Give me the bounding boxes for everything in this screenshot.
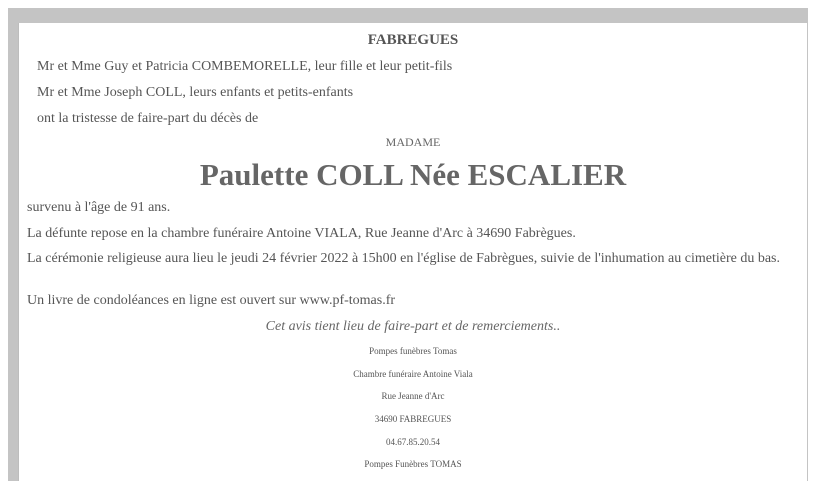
funeral-home-line-3: Rue Jeanne d'Arc xyxy=(381,391,445,401)
repose-paragraph: La défunte repose en la chambre funéraire Antoine VIALA, Rue Jeanne d'Arc à 34690 Fabrègues. xyxy=(27,226,576,241)
family-line-2: Mr et Mme Joseph COLL, leurs enfants et petits-enfants xyxy=(37,85,354,100)
notice-frame xyxy=(8,8,808,481)
announcement-line: ont la tristesse de faire-part du décès de xyxy=(37,111,259,126)
funeral-home-line-4: 34690 FABREGUES xyxy=(374,414,452,424)
funeral-home-line-5: 04.67.85.20.54 xyxy=(386,437,440,447)
ceremony-paragraph: La cérémonie religieuse aura lieu le jeudi 24 février 2022 à 15h00 en l'église de Fabrègues, suivie de l'inhumation au cimetière du bas. xyxy=(27,251,781,266)
closing-note: Cet avis tient lieu de faire-part et de remerciements.. xyxy=(265,319,561,334)
title-madame: MADAME xyxy=(385,135,441,149)
family-line-1: Mr et Mme Guy et Patricia COMBEMORELLE, leur fille et leur petit-fils xyxy=(37,59,453,74)
funeral-home-line-1: Pompes funèbres Tomas xyxy=(369,346,457,356)
condolences-paragraph: Un livre de condoléances en ligne est ouvert sur www.pf-tomas.fr xyxy=(27,293,396,308)
town-heading: FABREGUES xyxy=(367,32,459,48)
deceased-name: Paulette COLL Née ESCALIER xyxy=(199,157,627,192)
age-paragraph: survenu à l'âge de 91 ans. xyxy=(27,200,171,215)
funeral-home-line-6: Pompes Funèbres TOMAS xyxy=(364,459,462,469)
funeral-home-line-2: Chambre funéraire Antoine Viala xyxy=(353,369,473,379)
notice-panel xyxy=(18,23,807,481)
